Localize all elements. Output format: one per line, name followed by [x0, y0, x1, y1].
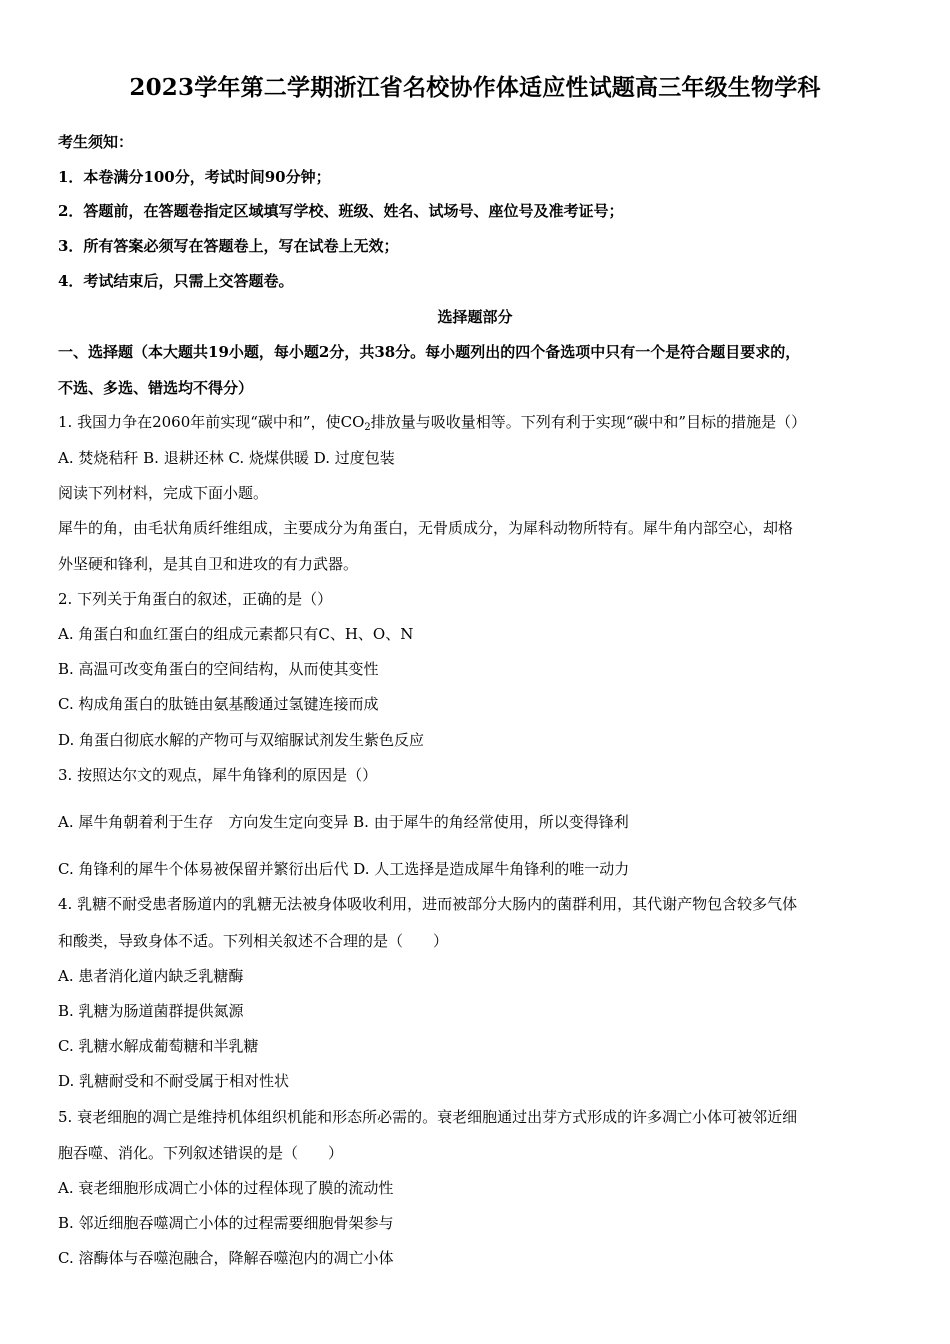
- question-5-option-b: B. 邻近细胞吞噬凋亡小体的过程需要细胞骨架参与: [58, 1214, 394, 1232]
- reading-intro: 阅读下列材料，完成下面小题。: [58, 484, 269, 502]
- question-2-option-b: B. 高温可改变角蛋白的空间结构，从而使其变性: [58, 660, 379, 678]
- question-1-stem-start: 1. 我国力争在2060年前实现“碳中和”，使CO: [58, 413, 365, 431]
- question-4-stem-line-1: 4. 乳糖不耐受患者肠道内的乳糖无法被身体吸收利用，进而被部分大肠内的菌群利用，其代谢产物包含较多气体: [58, 895, 798, 913]
- question-4-stem-line-2: 和酸类，导致身体不适。下列相关叙述不合理的是（ ）: [58, 932, 449, 950]
- question-4-option-d: D. 乳糖耐受和不耐受属于相对性状: [58, 1072, 290, 1090]
- question-5-stem-line-1: 5. 衰老细胞的凋亡是维持机体组织机能和形态所必需的。衰老细胞通过出芽方式形成的许多凋亡小体可被邻近细: [58, 1108, 798, 1126]
- question-5-option-a: A. 衰老细胞形成凋亡小体的过程体现了膜的流动性: [58, 1179, 394, 1197]
- question-4-option-b: B. 乳糖为肠道菌群提供氮源: [58, 1002, 244, 1020]
- section-title: 选择题部分: [437, 308, 513, 326]
- question-2-option-d: D. 角蛋白彻底水解的产物可与双缩脲试剂发生紫色反应: [58, 731, 425, 749]
- question-3-stem: 3. 按照达尔文的观点，犀牛角锋利的原因是（）: [58, 766, 378, 784]
- notice-item-2: 2．答题前，在答题卷指定区域填写学校、班级、姓名、试场号、座位号及准考证号；: [58, 202, 624, 220]
- exam-title: 2023学年第二学期浙江省名校协作体适应性试题高三年级生物学科: [129, 74, 821, 101]
- question-3-options-cd: C. 角锋利的犀牛个体易被保留并繁衍出后代 D. 人工选择是造成犀牛角锋利的唯一动力: [58, 860, 630, 878]
- question-1-options: A. 焚烧秸秆 B. 退耕还林 C. 烧煤供暖 D. 过度包装: [58, 449, 395, 467]
- notice-heading: 考生须知：: [58, 133, 134, 151]
- reading-material-line-1: 犀牛的角，由毛状角质纤维组成，主要成分为角蛋白，无骨质成分，为犀科动物所特有。犀牛角内部空心，却格: [58, 519, 794, 537]
- question-4-option-a: A. 患者消化道内缺乏乳糖酶: [58, 967, 244, 985]
- reading-material-line-2: 外坚硬和锋利，是其自卫和进攻的有力武器。: [58, 555, 359, 573]
- question-1-stem: [58, 411, 898, 436]
- question-2-option-a: A. 角蛋白和血红蛋白的组成元素都只有C、H、O、N: [58, 625, 414, 643]
- question-3-options-ab: A. 犀牛角朝着利于生存 方向发生定向变异 B. 由于犀牛的角经常使用，所以变得锋利: [58, 813, 629, 831]
- notice-item-4: 4．考试结束后，只需上交答题卷。: [58, 272, 294, 290]
- co2-subscript: 2: [364, 422, 371, 433]
- part-intro-line-2: 不选、多选、错选均不得分）: [58, 379, 254, 397]
- question-5-stem-line-2: 胞吞噬、消化。下列叙述错误的是（ ）: [58, 1144, 344, 1162]
- question-4-option-c: C. 乳糖水解成葡萄糖和半乳糖: [58, 1037, 259, 1055]
- question-5-option-c: C. 溶酶体与吞噬泡融合，降解吞噬泡内的凋亡小体: [58, 1249, 394, 1267]
- notice-item-3: 3．所有答案必须写在答题卷上，写在试卷上无效；: [58, 237, 399, 255]
- question-2-option-c: C. 构成角蛋白的肽链由氨基酸通过氢键连接而成: [58, 695, 379, 713]
- question-1-stem-end: 排放量与吸收量相等。下列有利于实现“碳中和”目标的措施是（）: [370, 413, 807, 431]
- question-2-stem: 2. 下列关于角蛋白的叙述，正确的是（）: [58, 590, 333, 608]
- part-intro-line-1: 一、选择题（本大题共19小题，每小题2分，共38分。每小题列出的四个备选项中只有一个是符合题目要求的，: [58, 343, 801, 361]
- notice-item-1: 1．本卷满分100分，考试时间90分钟；: [58, 168, 331, 186]
